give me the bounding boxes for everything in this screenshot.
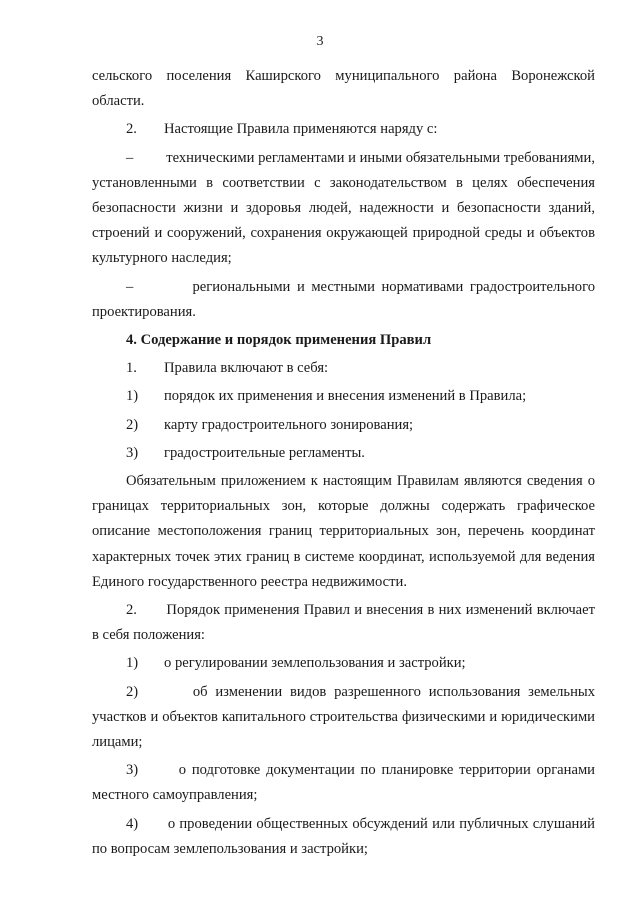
item-number: 1)	[126, 388, 139, 405]
item-text: карту градостроительного зонирования;	[164, 416, 414, 433]
item-text: порядок их применения и внесения изменений в Правила;	[164, 388, 527, 405]
document-body	[92, 64, 595, 862]
numbered-paragraph: 3) о подготовке документации по планировке территории органами местного самоуправления;	[92, 762, 595, 804]
item-number: 3)	[126, 444, 139, 461]
numbered-item	[92, 356, 595, 381]
dash-item: – техническими регламентами и иными обязательными требованиями, установленными в соответствии с законодательством в целях обеспечения безопасности жизни и здоровья людей, надежности и безопасности зданий, строений и сооружений, сохранения окружающей природной среды и объектов культурного наследия;	[92, 149, 595, 267]
item-number: 1)	[126, 655, 139, 672]
item-text: Правила включают в себя:	[164, 360, 329, 377]
numbered-paragraph: 2) об изменении видов разрешенного использования земельных участков и объектов капитального строительства физическими и юридическими лицами;	[92, 683, 595, 751]
paragraph: сельского поселения Каширского муниципального района Воронежской области.	[92, 68, 595, 110]
item-number: 2.	[126, 121, 137, 138]
dash-item: – региональными и местными нормативами градостроительного проектирования.	[92, 278, 595, 320]
item-text: градостроительные регламенты.	[164, 444, 365, 461]
numbered-item	[92, 384, 595, 409]
item-number: 2)	[126, 416, 139, 433]
numbered-item	[92, 441, 595, 466]
numbered-item	[92, 413, 595, 438]
numbered-paragraph: 2. Порядок применения Правил и внесения в них изменений включает в себя положения:	[92, 602, 595, 644]
item-text: Настоящие Правила применяются наряду с:	[164, 121, 438, 138]
section-heading: 4. Содержание и порядок применения Правил	[126, 332, 432, 349]
page-number: 3	[316, 34, 324, 49]
item-number: 1.	[126, 360, 137, 377]
numbered-paragraph: 4) о проведении общественных обсуждений или публичных слушаний по вопросам землепользования и застройки;	[92, 815, 595, 857]
paragraph: Обязательным приложением к настоящим Правилам являются сведения о границах территориальных зон, которые должны содержать графическое описание местоположения границ территориальных зон, перечень координат характерных точек этих границ в системе координат, используемой для ведения Единого государственного реестра недвижимости.	[92, 473, 595, 590]
numbered-item	[92, 651, 595, 676]
item-text: о регулировании землепользования и застройки;	[164, 655, 466, 672]
numbered-item	[92, 117, 595, 142]
